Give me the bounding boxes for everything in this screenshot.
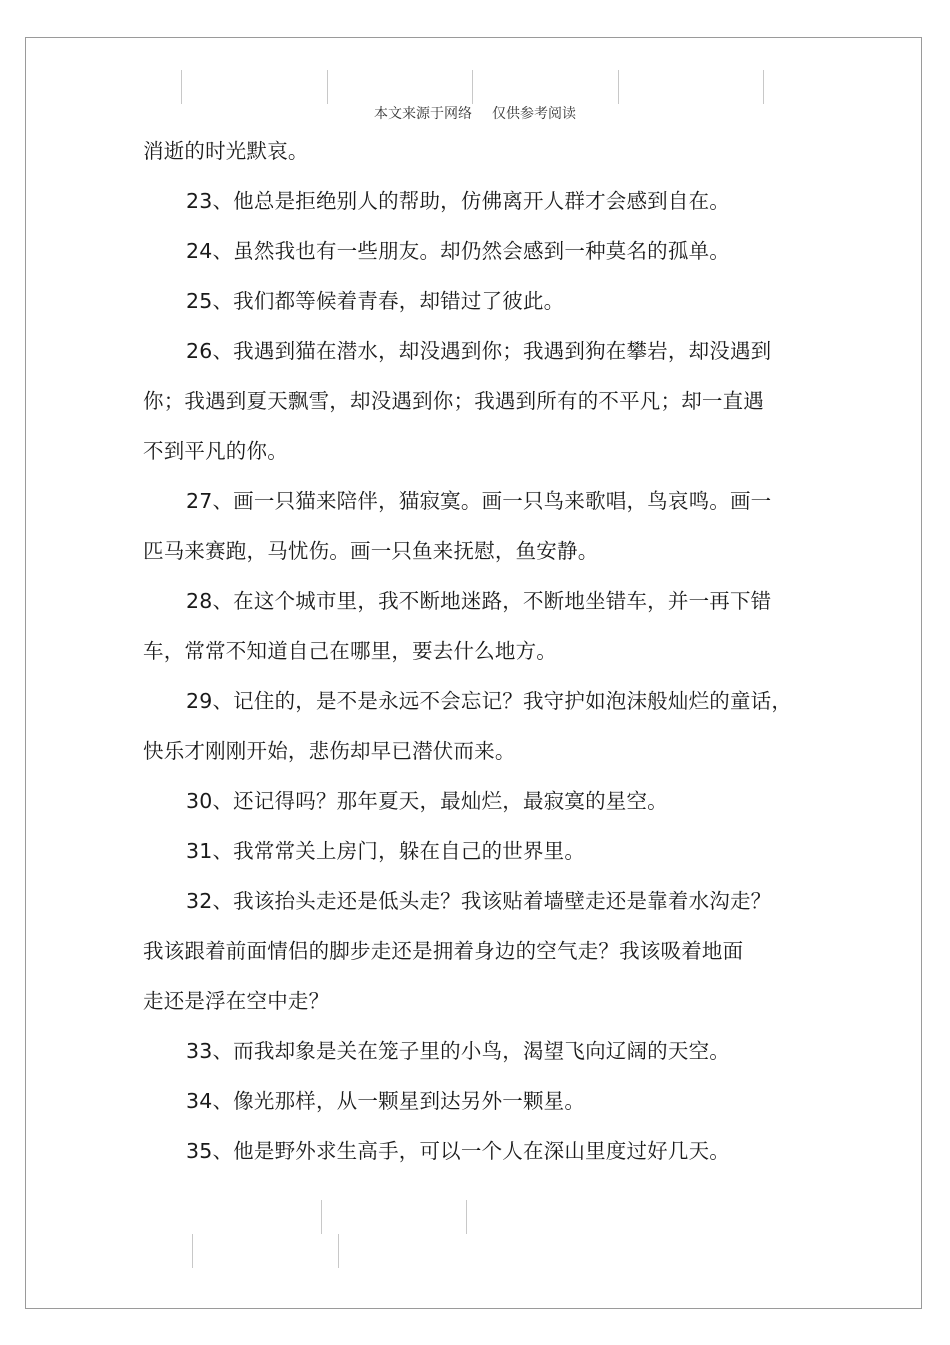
page-header bbox=[0, 103, 950, 123]
text-line: 你；我遇到夏天飘雪，却没遇到你；我遇到所有的不平凡；却一直遇 bbox=[143, 389, 764, 413]
text-line: 车，常常不知道自己在哪里，要去什么地方。 bbox=[143, 639, 557, 663]
text-line: 24、虽然我也有一些朋友。却仍然会感到一种莫名的孤单。 bbox=[186, 239, 730, 263]
text-line: 走还是浮在空中走？ bbox=[143, 989, 330, 1013]
top-mark-1 bbox=[181, 70, 182, 104]
text-line: 23、他总是拒绝别人的帮助，仿佛离开人群才会感到自在。 bbox=[186, 189, 730, 213]
header-source-note: 本文来源于网络 bbox=[374, 106, 472, 122]
text-line: 31、我常常关上房门，躲在自己的世界里。 bbox=[186, 839, 586, 863]
text-line: 快乐才刚刚开始，悲伤却早已潜伏而来。 bbox=[143, 739, 516, 763]
top-mark-3 bbox=[472, 70, 473, 104]
header-reference-note: 仅供参考阅读 bbox=[492, 106, 576, 122]
text-line: 27、画一只猫来陪伴，猫寂寞。画一只鸟来歌唱，鸟哀鸣。画一 bbox=[186, 489, 772, 513]
text-line: 匹马来赛跑，马忧伤。画一只鱼来抚慰，鱼安静。 bbox=[143, 539, 599, 563]
bottom-mark-4 bbox=[338, 1234, 339, 1268]
text-line: 32、我该抬头走还是低头走？我该贴着墙壁走还是靠着水沟走？ bbox=[186, 889, 772, 913]
text-line: 30、还记得吗？那年夏天，最灿烂，最寂寞的星空。 bbox=[186, 789, 668, 813]
text-line: 我该跟着前面情侣的脚步走还是拥着身边的空气走？我该吸着地面 bbox=[143, 939, 744, 963]
top-mark-5 bbox=[763, 70, 764, 104]
text-line: 33、而我却象是关在笼子里的小鸟，渴望飞向辽阔的天空。 bbox=[186, 1039, 730, 1063]
bottom-mark-3 bbox=[192, 1234, 193, 1268]
page-frame bbox=[25, 37, 922, 1309]
text-line: 28、在这个城市里，我不断地迷路，不断地坐错车，并一再下错 bbox=[186, 589, 772, 613]
bottom-mark-1 bbox=[321, 1200, 322, 1234]
text-line: 34、像光那样，从一颗星到达另外一颗星。 bbox=[186, 1089, 586, 1113]
text-line: 29、记住的，是不是永远不会忘记？我守护如泡沫般灿烂的童话， bbox=[186, 689, 793, 713]
top-mark-4 bbox=[618, 70, 619, 104]
text-line: 消逝的时光默哀。 bbox=[143, 139, 309, 163]
text-line: 35、他是野外求生高手，可以一个人在深山里度过好几天。 bbox=[186, 1139, 730, 1163]
text-line: 26、我遇到猫在潜水，却没遇到你；我遇到狗在攀岩，却没遇到 bbox=[186, 339, 772, 363]
top-mark-2 bbox=[327, 70, 328, 104]
bottom-mark-2 bbox=[466, 1200, 467, 1234]
text-line: 不到平凡的你。 bbox=[143, 439, 288, 463]
text-line: 25、我们都等候着青春，却错过了彼此。 bbox=[186, 289, 565, 313]
